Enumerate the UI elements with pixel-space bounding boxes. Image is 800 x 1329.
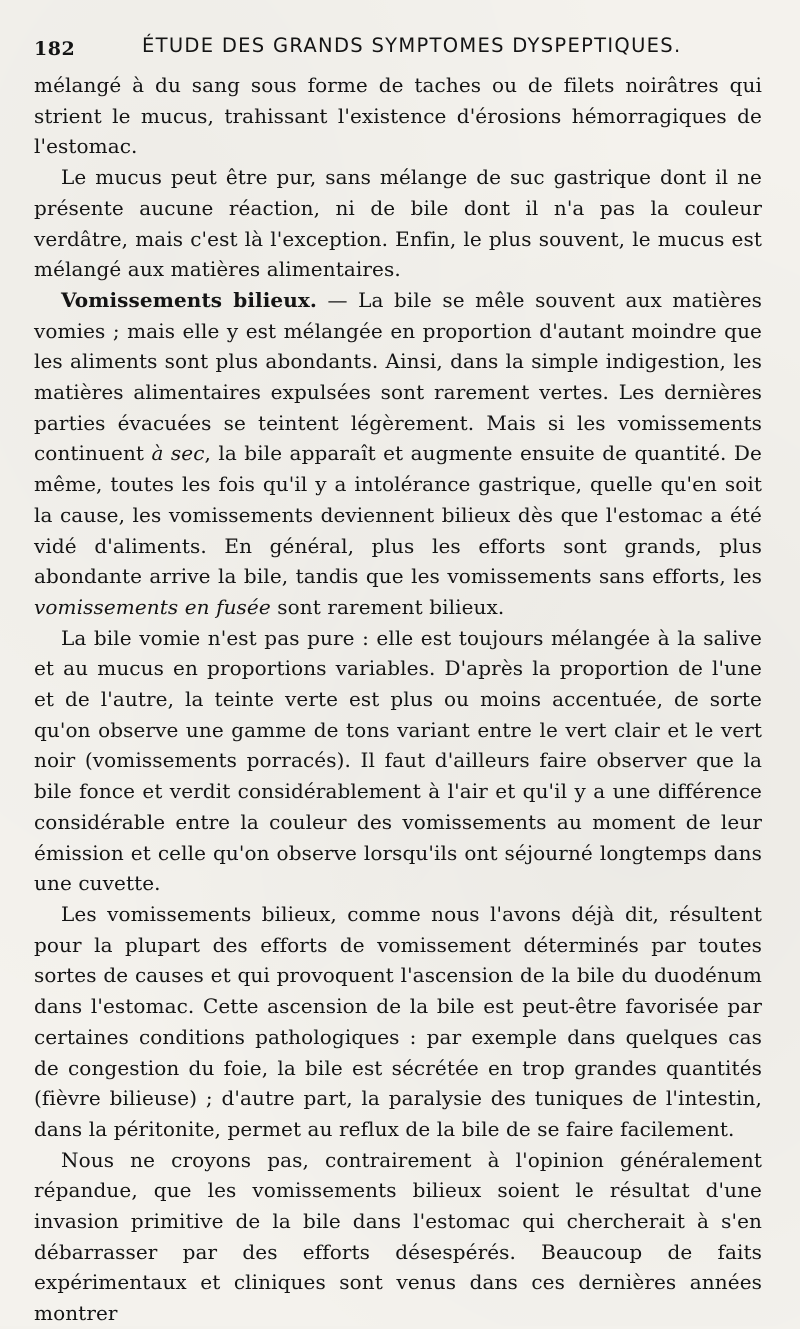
paragraph-2 xyxy=(34,162,762,285)
paragraph-1-text: mélangé à du sang sous forme de taches ou de filets noirâtres qui strient le mucus, trahissant l'existence d'érosions hémorragiques de l'estomac. xyxy=(34,73,762,159)
paragraph-3-text-start: — La bile se mêle souvent aux matières vomies ; mais elle y est mélangée en proportion d'autant moindre que les aliments sont plus abondants. Ainsi, dans la simple indigestion, les matières alimentaires expulsées sont rarement vertes. Les dernières parties évacuées se teintent légèrement. Mais si les vomissements continuent xyxy=(34,287,763,466)
paragraph-4 xyxy=(34,623,762,899)
running-title: ÉTUDE DES GRANDS SYMPTOMES DYSPEPTIQUES. xyxy=(142,34,682,57)
page-header xyxy=(34,30,764,64)
italic-term-vomissements-en-fusee: vomissements en fusée xyxy=(34,594,271,619)
paragraph-6 xyxy=(34,1145,762,1329)
body-text xyxy=(34,70,762,1329)
paragraph-5 xyxy=(34,899,762,1145)
paragraph-3-text-middle: , la bile apparaît et augmente ensuite de quantité. De même, toutes les fois qu'il y a intolérance gastrique, quelle qu'en soit la cause, les vomissements deviennent bilieux dès que l'estomac a été vidé d'aliments. En général, plus les efforts sont grands, plus abondante arrive la bile, tandis que les vomissements sans efforts, les xyxy=(34,441,762,589)
paragraph-2-text: Le mucus peut être pur, sans mélange de suc gastrique dont il ne présente aucune réaction, ni de bile dont il n'a pas la couleur verdâtre, mais c'est là l'exception. Enfin, le plus souvent, le mucus est mélangé aux matières alimentaires. xyxy=(34,165,762,282)
section-heading-vomissements-bilieux: Vomissements bilieux. xyxy=(61,287,317,312)
paragraph-4-text: La bile vomie n'est pas pure : elle est toujours mélangée à la salive et au mucus en proportions variables. D'après la proportion de l'une et de l'autre, la teinte verte est plus ou moins accentuée, de sorte qu'on observe une gamme de tons variant entre le vert clair et le vert noir (vomissements porracés). Il faut d'ailleurs faire observer que la bile fonce et verdit considérablement à l'air et qu'il y a une différence considérable entre la couleur des vomissements au moment de leur émission et celle qu'on observe lorsqu'ils ont séjourné longtemps dans une cuvette. xyxy=(34,625,762,896)
paragraph-3-text-end: sont rarement bilieux. xyxy=(270,594,505,619)
paragraph-6-text: Nous ne croyons pas, contrairement à l'opinion généralement répandue, que les vomissements bilieux soient le résultat d'une invasion primitive de la bile dans l'estomac qui chercherait à s'en débarrasser par des efforts désespérés. Beaucoup de faits expérimentaux et cliniques sont venus dans ces dernières années montrer xyxy=(34,1147,762,1326)
paragraph-3 xyxy=(34,285,762,623)
paragraph-1 xyxy=(34,70,762,162)
page-number: 182 xyxy=(34,38,76,60)
paragraph-5-text: Les vomissements bilieux, comme nous l'avons déjà dit, résultent pour la plupart des efforts de vomissement déterminés par toutes sortes de causes et qui provoquent l'ascension de la bile du duodénum dans l'estomac. Cette ascension de la bile est peut-être favorisée par certaines conditions pathologiques : par exemple dans quelques cas de congestion du foie, la bile est sécrétée en trop grandes quantités (fièvre bilieuse) ; d'autre part, la paralysie des tuniques de l'intestin, dans la péritonite, permet au reflux de la bile de se faire facilement. xyxy=(34,901,762,1141)
italic-term-a-sec: à sec xyxy=(151,441,205,466)
